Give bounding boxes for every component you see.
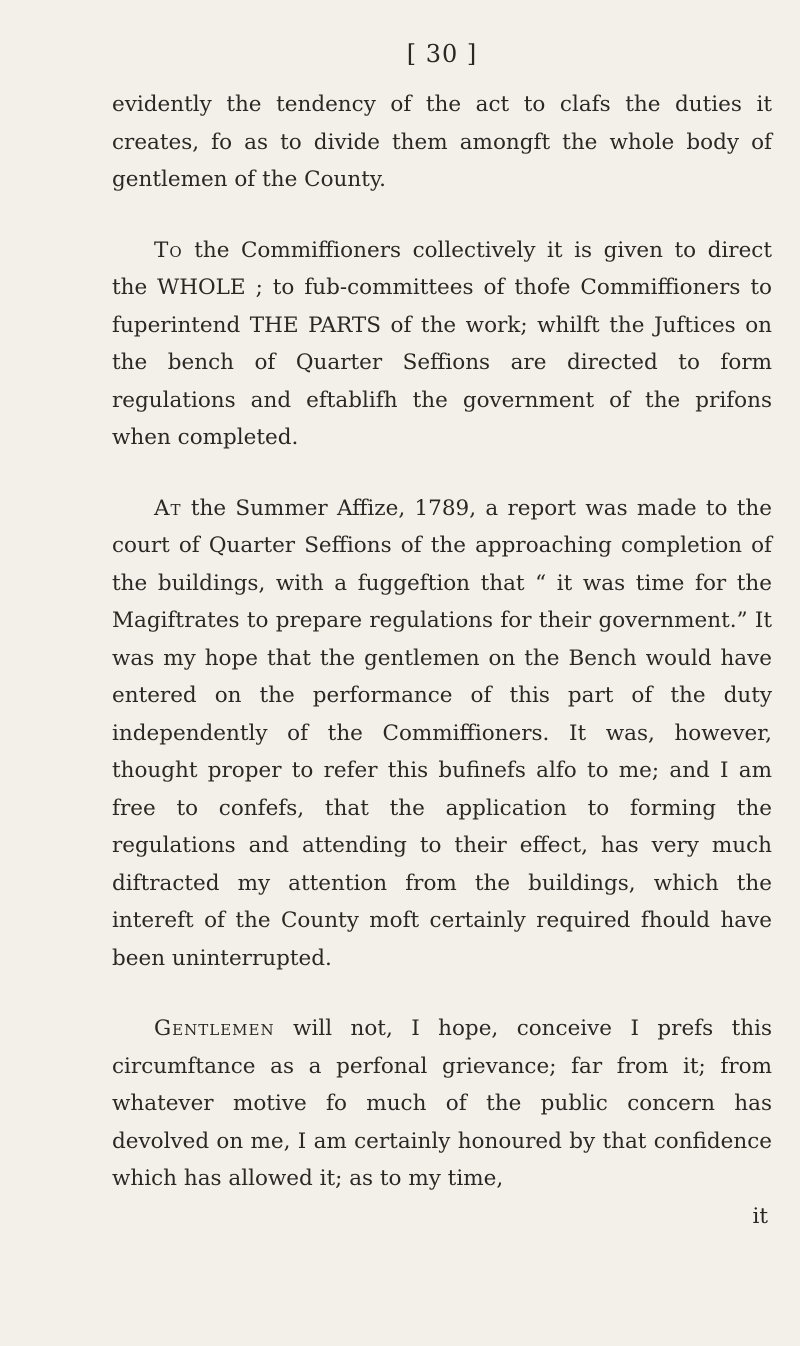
paragraph-4 <box>112 1010 772 1198</box>
paragraph-4-lead: Gentlemen <box>154 1016 275 1041</box>
paragraph-2-text: the Commiffioners collectively it is given to direct the WHOLE ; to fub-committees of thofe Commiffioners to fuperintend THE PARTS of the work; whilft the Juftices on the bench of Quarter Seffions are directed to form regulations and eftablifh the government of the prifons when completed. <box>112 237 772 450</box>
paragraph-1: evidently the tendency of the act to clafs the duties it creates, fo as to divide them amongft the whole body of gentlemen of the County. <box>112 92 772 192</box>
catchword: it <box>752 1203 768 1229</box>
page-number-header: [ 30 ] <box>406 40 478 68</box>
paragraph-3 <box>112 490 772 978</box>
book-page <box>112 40 772 1235</box>
paragraph-2 <box>112 232 772 457</box>
paragraph-3-lead: At <box>154 495 182 521</box>
paragraph-4-text: will not, I hope, conceive I prefs this circumftance as a perfonal grievance; far from it; from whatever motive fo much of the public concern has devolved on me, I am certainly honoured by that confidence which has allowed it; as to my time, <box>112 1016 772 1191</box>
paragraph-3-text: the Summer Affize, 1789, a report was made to the court of Quarter Seffions of the approaching completion of the buildings, with a fuggeftion that “ it was time for the Magiftrates to prepare regulations for their government.” It was my hope that the gentlemen on the Bench would have entered on the performance of this part of the duty independently of the Commiffioners. It was, however, thought proper to refer this bufinefs alfo to me; and I am free to confefs, that the application to forming the regulations and attending to their effect, has very much diftracted my attention from the buildings, which the intereft of the County moft certainly required fhould have been uninterrupted. <box>112 495 772 971</box>
paragraph-2-lead: To <box>154 237 183 263</box>
